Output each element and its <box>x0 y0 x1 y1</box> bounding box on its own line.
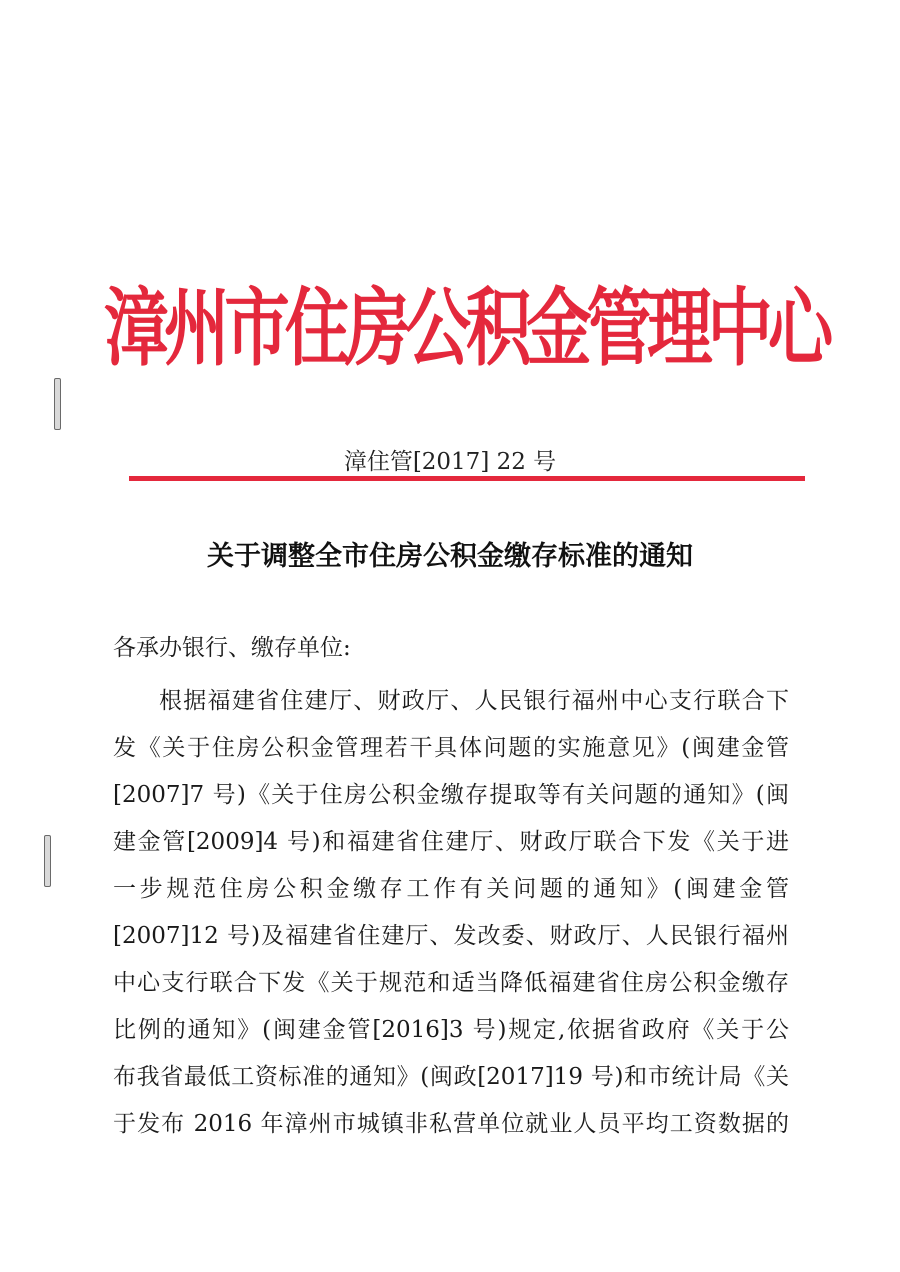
notice-title: 关于调整全市住房公积金缴存标准的通知 <box>207 541 693 572</box>
body-line: 中心支行联合下发《关于规范和适当降低福建省住房公积金缴存 <box>113 970 789 996</box>
staple-mark-bottom <box>44 835 51 887</box>
body-line: 发《关于住房公积金管理若干具体问题的实施意见》(闽建金管 <box>113 735 789 761</box>
body-line: 比例的通知》(闽建金管[2016]3 号)规定,依据省政府《关于公 <box>113 1017 789 1043</box>
red-divider-line <box>129 476 805 481</box>
body-line: 于发布 2016 年漳州市城镇非私营单位就业人员平均工资数据的 <box>113 1111 789 1137</box>
body-line: 根据福建省住建厅、财政厅、人民银行福州中心支行联合下 <box>159 688 789 714</box>
staple-mark-top <box>54 378 61 430</box>
issuer-header: 漳州市住房公积金管理中心 <box>103 279 829 378</box>
salutation: 各承办银行、缴存单位: <box>113 635 351 661</box>
body-line: [2007]12 号)及福建省住建厅、发改委、财政厅、人民银行福州 <box>113 923 789 949</box>
body-line: 一步规范住房公积金缴存工作有关问题的通知》(闽建金管 <box>113 876 789 902</box>
body-line: [2007]7 号)《关于住房公积金缴存提取等有关问题的通知》(闽 <box>113 782 789 808</box>
body-line: 建金管[2009]4 号)和福建省住建厅、财政厅联合下发《关于进 <box>113 829 789 855</box>
document-number: 漳住管[2017] 22 号 <box>343 449 557 475</box>
body-line: 布我省最低工资标准的通知》(闽政[2017]19 号)和市统计局《关 <box>113 1064 789 1090</box>
body-text <box>113 678 789 1148</box>
